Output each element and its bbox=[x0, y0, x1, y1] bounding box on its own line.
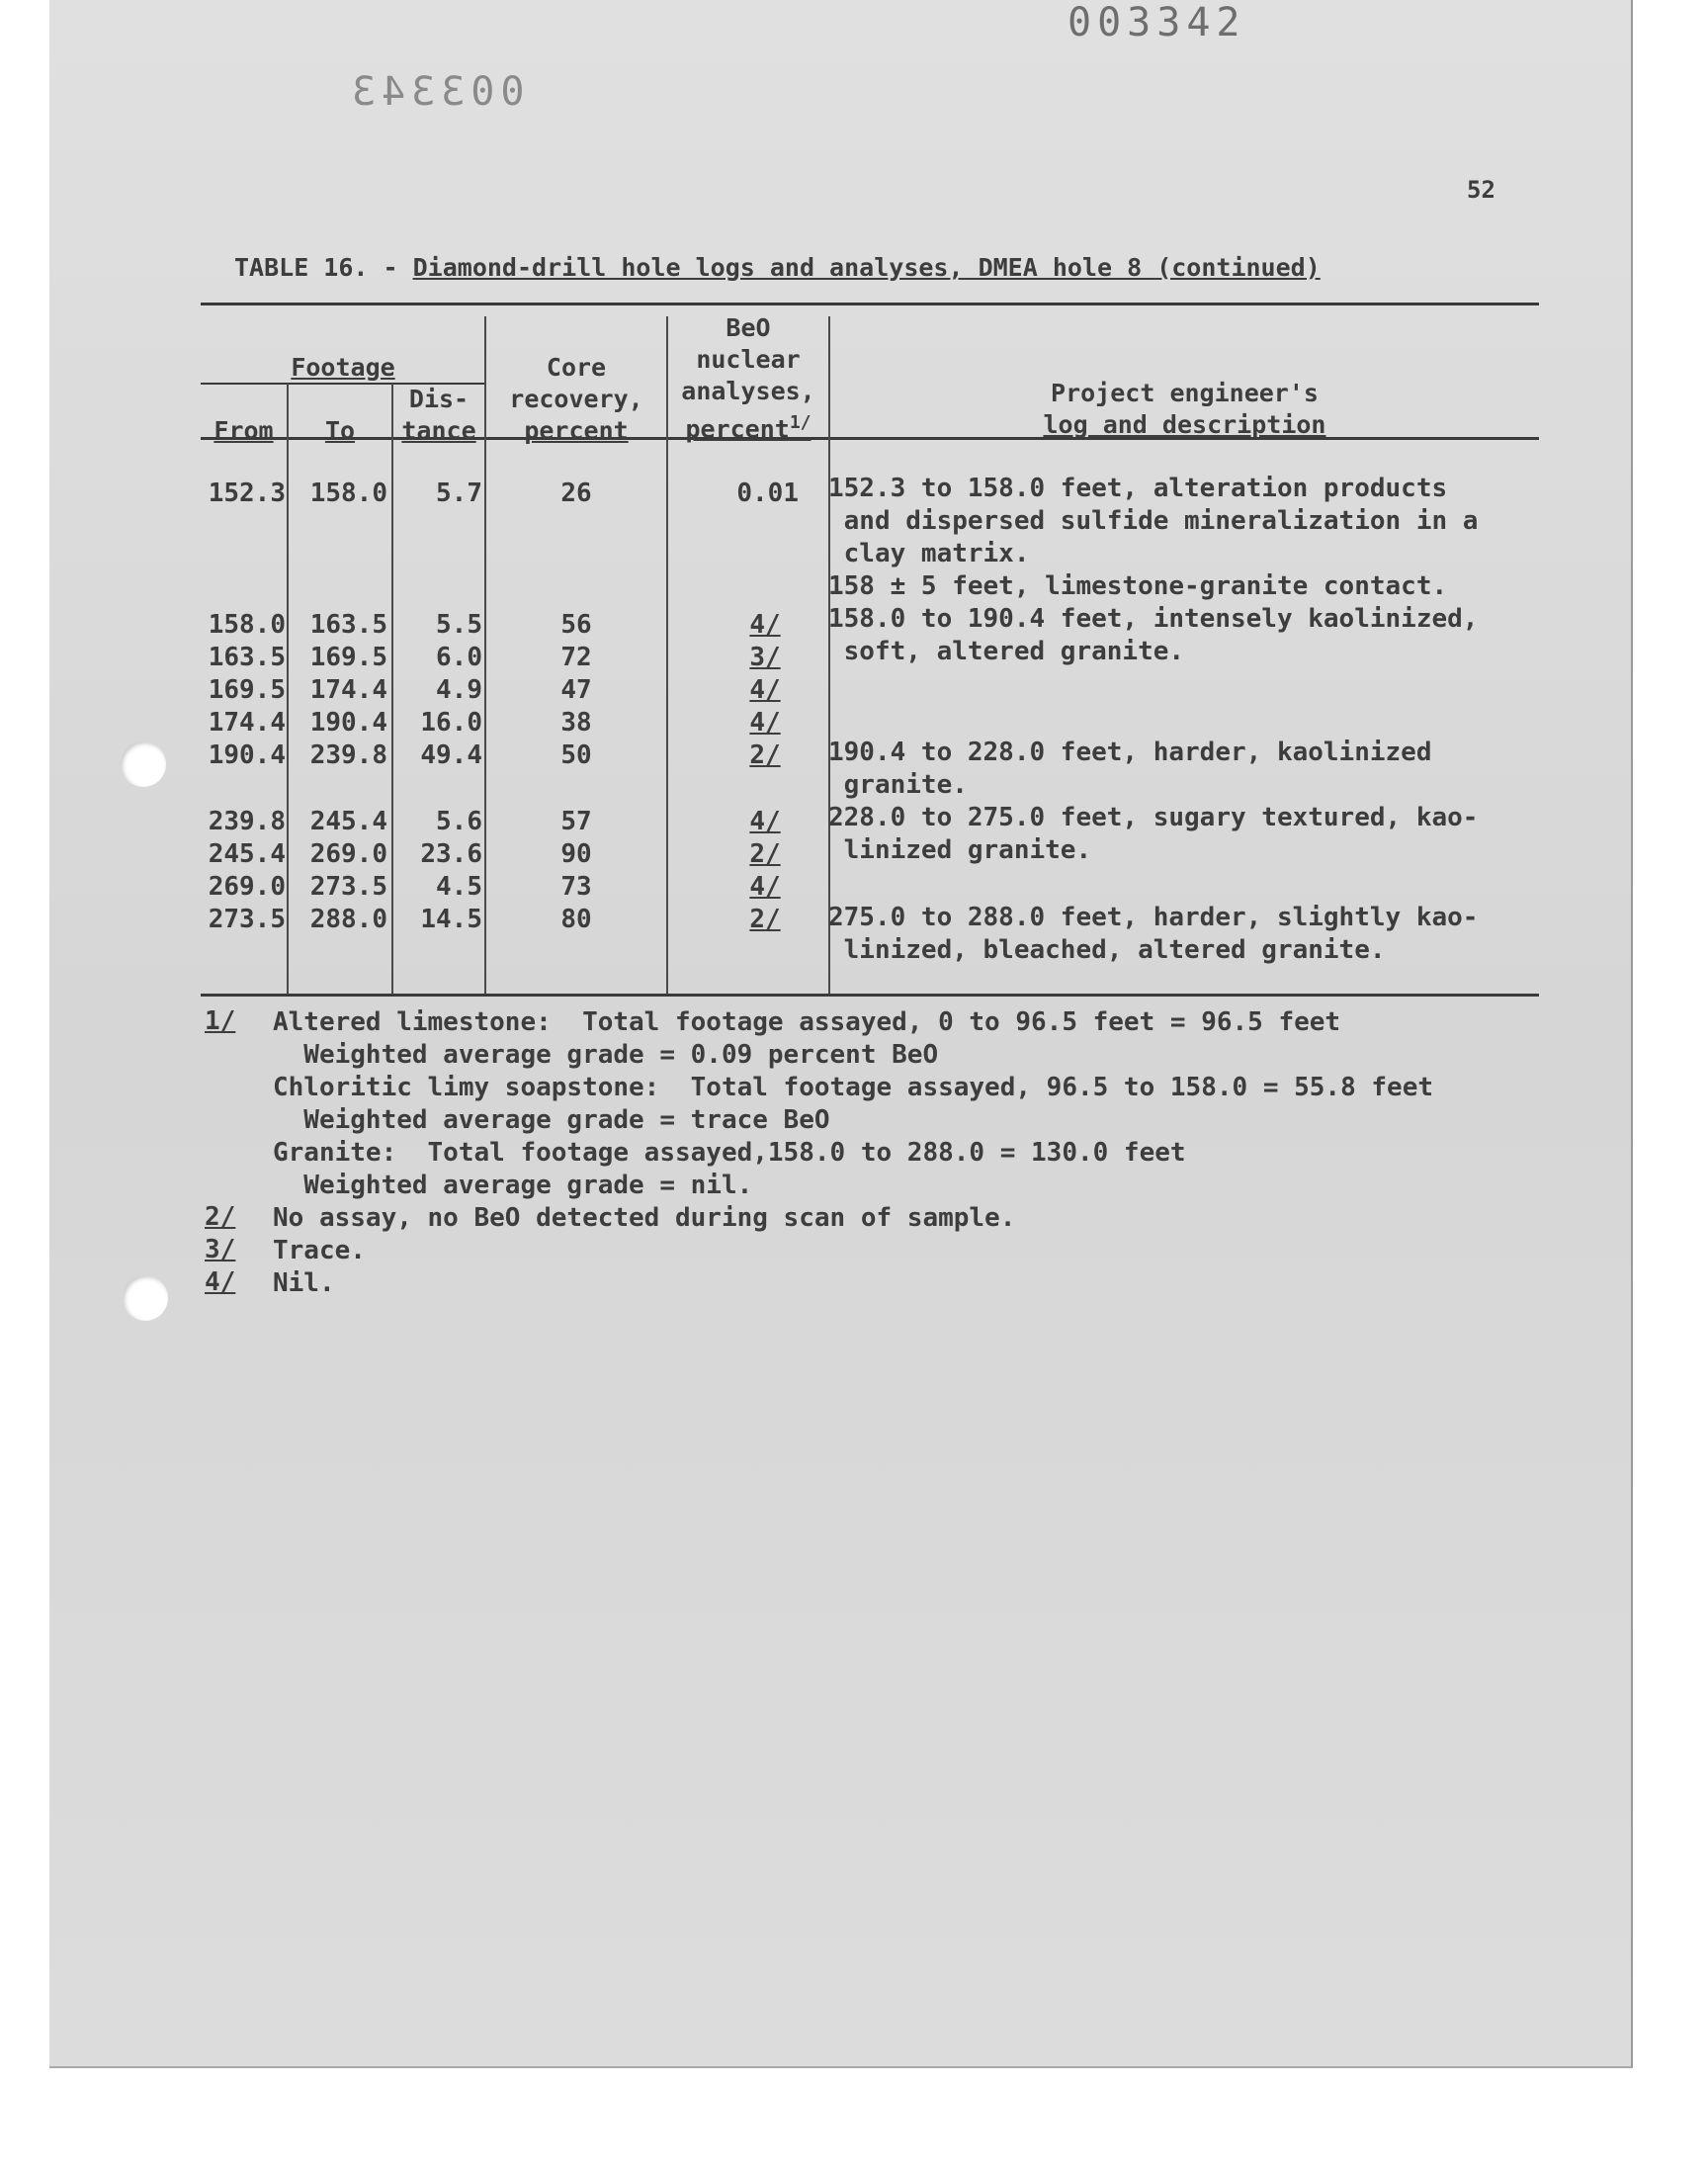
punch-hole-top bbox=[121, 741, 166, 787]
cell-distance: 49.4 bbox=[420, 740, 482, 770]
cell-distance: 5.7 bbox=[436, 478, 482, 508]
cell-core: 72 bbox=[560, 643, 592, 672]
cell-to: 158.0 bbox=[309, 478, 387, 508]
footnote-mark-2: 2/ bbox=[205, 1202, 236, 1232]
header-beo-analyses: BeO nuclear analyses, percent$^{1/}$ bbox=[681, 313, 815, 444]
cell-from: 245.4 bbox=[208, 839, 286, 869]
description-line: 158 ± 5 feet, limestone-granite contact. bbox=[828, 571, 1448, 601]
cell-distance: 4.9 bbox=[436, 675, 482, 705]
cell-from: 152.3 bbox=[208, 478, 286, 508]
cell-core: 50 bbox=[560, 740, 592, 770]
cell-core: 80 bbox=[560, 905, 592, 934]
cell-core: 73 bbox=[560, 872, 592, 902]
cell-to: 245.4 bbox=[309, 807, 387, 836]
cell-distance: 16.0 bbox=[420, 708, 482, 738]
cell-distance: 5.5 bbox=[436, 610, 482, 640]
cell-core: 57 bbox=[560, 807, 592, 836]
cell-distance: 6.0 bbox=[436, 643, 482, 672]
description-line: and dispersed sulfide mineralization in a bbox=[828, 506, 1479, 536]
cell-core: 26 bbox=[560, 478, 592, 508]
footnote-1-line: Weighted average grade = trace BeO bbox=[273, 1105, 830, 1135]
description-line: clay matrix. bbox=[828, 539, 1030, 568]
footnote-1-line: Weighted average grade = 0.09 percent BeO bbox=[273, 1040, 939, 1070]
description-line: soft, altered granite. bbox=[828, 637, 1185, 666]
footnote-1-line: Weighted average grade = nil. bbox=[273, 1171, 753, 1200]
cell-from: 269.0 bbox=[208, 872, 286, 902]
description-line: linized granite. bbox=[828, 835, 1092, 865]
header-distance: Dis- tance bbox=[401, 385, 476, 445]
footnote-mark-4: 4/ bbox=[205, 1267, 236, 1297]
cell-to: 174.4 bbox=[309, 675, 387, 705]
cell-beo: 3/ bbox=[749, 643, 781, 672]
cell-beo: 4/ bbox=[749, 708, 781, 738]
header-footage: Footage bbox=[291, 353, 395, 382]
footnote-mark-3: 3/ bbox=[205, 1235, 236, 1264]
cell-distance: 14.5 bbox=[420, 905, 482, 934]
cell-from: 158.0 bbox=[208, 610, 286, 640]
table-caption bbox=[234, 253, 1321, 282]
header-from: From bbox=[214, 416, 274, 445]
cell-beo: 4/ bbox=[749, 872, 781, 902]
description-line: linized, bleached, altered granite. bbox=[828, 935, 1386, 965]
cell-from: 174.4 bbox=[208, 708, 286, 738]
cell-from: 163.5 bbox=[208, 643, 286, 672]
description-line: granite. bbox=[828, 770, 968, 800]
table-top-rule bbox=[201, 303, 1539, 305]
cell-from: 190.4 bbox=[208, 740, 286, 770]
description-line: 228.0 to 275.0 feet, sugary textured, kao- bbox=[828, 803, 1479, 832]
header-to: To bbox=[324, 416, 356, 445]
cell-to: 190.4 bbox=[309, 708, 387, 738]
footnote-ref: 1/ bbox=[789, 412, 811, 433]
cell-from: 239.8 bbox=[208, 807, 286, 836]
table-bottom-rule bbox=[201, 994, 1539, 997]
description-line: 152.3 to 158.0 feet, alteration products bbox=[828, 474, 1448, 503]
cell-distance: 5.6 bbox=[436, 807, 482, 836]
cell-core: 90 bbox=[560, 839, 592, 869]
footnote-mark-1: 1/ bbox=[205, 1006, 236, 1036]
footnote-4-text: Nil. bbox=[273, 1268, 335, 1298]
cell-beo: 2/ bbox=[749, 905, 781, 934]
punch-hole-bottom bbox=[123, 1275, 168, 1321]
cell-to: 288.0 bbox=[309, 905, 387, 934]
footnote-1-line: Altered limestone: Total footage assayed, 0 to 96.5 feet = 96.5 feet bbox=[273, 1007, 1341, 1037]
cell-to: 163.5 bbox=[309, 610, 387, 640]
cell-to: 239.8 bbox=[309, 740, 387, 770]
stamp-number-mirrored: 003343 bbox=[346, 69, 525, 115]
table-title: Diamond-drill hole logs and analyses, DMEA hole 8 (continued) bbox=[412, 253, 1321, 282]
header-core-recovery: Core recovery, percent bbox=[509, 353, 643, 445]
footnote-1-line: Granite: Total footage assayed,158.0 to 288.0 = 130.0 feet bbox=[273, 1138, 1186, 1168]
header-log-description: Project engineer's log and description bbox=[1043, 379, 1326, 439]
description-line: 158.0 to 190.4 feet, intensely kaolinized, bbox=[828, 604, 1479, 634]
footnote-2-text: No assay, no BeO detected during scan of sample. bbox=[273, 1203, 1016, 1233]
cell-beo: 4/ bbox=[749, 807, 781, 836]
cell-to: 269.0 bbox=[309, 839, 387, 869]
cell-to: 273.5 bbox=[309, 872, 387, 902]
cell-core: 56 bbox=[560, 610, 592, 640]
cell-beo: 4/ bbox=[749, 675, 781, 705]
cell-to: 169.5 bbox=[309, 643, 387, 672]
description-line: 190.4 to 228.0 feet, harder, kaolinized bbox=[828, 738, 1432, 767]
page-number: 52 bbox=[1467, 176, 1495, 204]
cell-from: 169.5 bbox=[208, 675, 286, 705]
cell-from: 273.5 bbox=[208, 905, 286, 934]
cell-beo: 4/ bbox=[749, 610, 781, 640]
cell-beo: 2/ bbox=[749, 839, 781, 869]
description-line: 275.0 to 288.0 feet, harder, slightly kao- bbox=[828, 903, 1479, 932]
stamp-number: 003342 bbox=[1068, 0, 1246, 45]
footnote-1-line: Chloritic limy soapstone: Total footage assayed, 96.5 to 158.0 = 55.8 feet bbox=[273, 1073, 1433, 1102]
cell-core: 38 bbox=[560, 708, 592, 738]
cell-distance: 4.5 bbox=[436, 872, 482, 902]
cell-beo: 0.01 bbox=[736, 478, 799, 508]
table-label: TABLE 16. - bbox=[234, 253, 413, 282]
cell-distance: 23.6 bbox=[420, 839, 482, 869]
cell-beo: 2/ bbox=[749, 740, 781, 770]
cell-core: 47 bbox=[560, 675, 592, 705]
footnote-3-text: Trace. bbox=[273, 1236, 366, 1265]
